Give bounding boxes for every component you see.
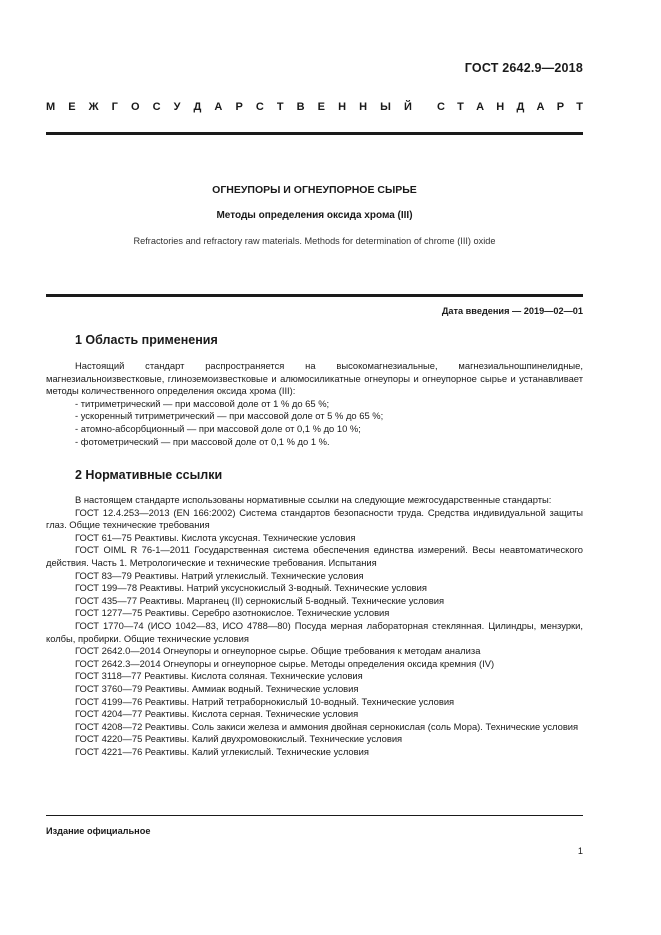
interstate-word xyxy=(46,101,412,113)
document-title: ОГНЕУПОРЫ И ОГНЕУПОРНОЕ СЫРЬЕ xyxy=(212,184,417,196)
reference-item: ГОСТ 4221—76 Реактивы. Калий углекислый. Технические условия xyxy=(75,745,369,757)
reference-item: ГОСТ 3118—77 Реактивы. Кислота соляная. Технические условия xyxy=(75,670,363,682)
reference-item: ГОСТ 4199—76 Реактивы. Натрий тетраборнокислый 10-водный. Технические условия xyxy=(75,695,455,707)
reference-item: ГОСТ 4220—75 Реактивы. Калий двухромовокислый. Технические условия xyxy=(75,733,403,745)
letter: Д xyxy=(516,101,525,113)
reference-item: ГОСТ 1770—74 (ИСО 1042—83, ИСО 4788—80) Посуда мерная лабораторная стеклянная. Цилиндры, мензурки, колбы, пробирки. Общие технические условия xyxy=(46,619,583,644)
letter: С xyxy=(255,101,264,113)
reference-item: ГОСТ 2642.0—2014 Огнеупоры и огнеупорное сырье. Общие требования к методам анализа xyxy=(75,645,481,657)
letter: Н xyxy=(338,101,347,113)
list-item: - фотометрический — при массовой доле от 0,1 % до 1 %. xyxy=(75,435,330,447)
letter: А xyxy=(476,101,485,113)
gost-code: ГОСТ 2642.9—2018 xyxy=(464,61,583,75)
letter: О xyxy=(130,101,140,113)
reference-item: ГОСТ 4208—72 Реактивы. Соль закиси железа и аммония двойная сернокислая (соль Мора). Технические условия xyxy=(75,720,579,732)
letter: Й xyxy=(403,101,412,113)
reference-item: ГОСТ 1277—75 Реактивы. Серебро азотнокислое. Технические условия xyxy=(75,607,390,619)
section-heading-scope: 1 Область применения xyxy=(75,333,218,347)
letter: Т xyxy=(276,101,284,113)
section-references-body xyxy=(46,494,583,758)
reference-item: ГОСТ 12.4.253—2013 (EN 166:2002) Система стандартов безопасности труда. Средства индивидуальной защиты глаз. Общие технические требования xyxy=(46,506,583,531)
letter: Ы xyxy=(380,101,391,113)
letter: Е xyxy=(317,101,326,113)
interstate-standard-banner xyxy=(46,101,583,113)
letter: Ж xyxy=(88,101,99,113)
official-edition-label: Издание официальное xyxy=(46,826,151,836)
reference-item: ГОСТ 199—78 Реактивы. Натрий уксуснокислый 3-водный. Технические условия xyxy=(75,582,427,594)
letter: С xyxy=(437,101,445,113)
scope-paragraph: Настоящий стандарт распространяется на высокомагнезиальные, магнезиальношпинелидные, магнезиальноизвестковые, глиноземоизвестковые и алюмосиликатные огнеупоры и огнеупорное сырье и устанавливает методы количественного определения оксида хрома (III): xyxy=(46,360,583,397)
letter: С xyxy=(152,101,161,113)
list-item: - титриметрический — при массовой доле от 1 % до 65 %; xyxy=(75,397,330,409)
document-title-english: Refractories and refractory raw materials. Methods for determination of chrome (III) oxide xyxy=(133,236,496,246)
letter: Н xyxy=(359,101,368,113)
letter: Т xyxy=(457,101,464,113)
section-scope-body xyxy=(46,360,583,448)
reference-item: ГОСТ 435—77 Реактивы. Марганец (II) сернокислый 5-водный. Технические условия xyxy=(75,594,445,606)
header-rule xyxy=(46,132,583,135)
letter: Г xyxy=(111,101,118,113)
reference-item: ГОСТ 2642.3—2014 Огнеупоры и огнеупорное сырье. Методы определения оксида кремния (IV) xyxy=(75,657,495,669)
reference-item: ГОСТ 3760—79 Реактивы. Аммиак водный. Технические условия xyxy=(75,682,359,694)
title-rule xyxy=(46,294,583,297)
footer-rule xyxy=(46,815,583,816)
letter: У xyxy=(173,101,181,113)
document-subtitle: Методы определения оксида хрома (III) xyxy=(216,210,413,221)
letter: Е xyxy=(68,101,76,113)
reference-item: ГОСТ 4204—77 Реактивы. Кислота серная. Технические условия xyxy=(75,708,359,720)
introduction-date: Дата введения — 2019—02—01 xyxy=(441,306,583,316)
reference-item: ГОСТ 83—79 Реактивы. Натрий углекислый. Технические условия xyxy=(75,569,364,581)
list-item: - атомно-абсорбционный — при массовой доле от 0,1 % до 10 %; xyxy=(75,422,361,434)
letter: М xyxy=(46,101,56,113)
section-heading-references: 2 Нормативные ссылки xyxy=(75,468,223,482)
reference-item: ГОСТ OIML R 76-1—2011 Государственная система обеспечения единства измерений. Весы неавтоматического действия. Часть 1. Метрологические и технические требования. Испытания xyxy=(46,544,583,568)
letter: Т xyxy=(576,101,583,113)
standard-word xyxy=(437,101,583,113)
letter: В xyxy=(296,101,305,113)
letter: Н xyxy=(496,101,505,113)
letter: А xyxy=(214,101,223,113)
page-number: 1 xyxy=(577,846,583,856)
reference-item: ГОСТ 61—75 Реактивы. Кислота уксусная. Технические условия xyxy=(75,531,356,543)
references-intro: В настоящем стандарте использованы нормативные ссылки на следующие межгосударственные стандарты: xyxy=(75,494,552,505)
list-item: - ускоренный титриметрический — при массовой доле от 5 % до 65 %; xyxy=(75,410,384,422)
letter: Д xyxy=(193,101,202,113)
letter: Р xyxy=(556,101,565,113)
letter: Р xyxy=(235,101,243,113)
letter: А xyxy=(536,101,545,113)
